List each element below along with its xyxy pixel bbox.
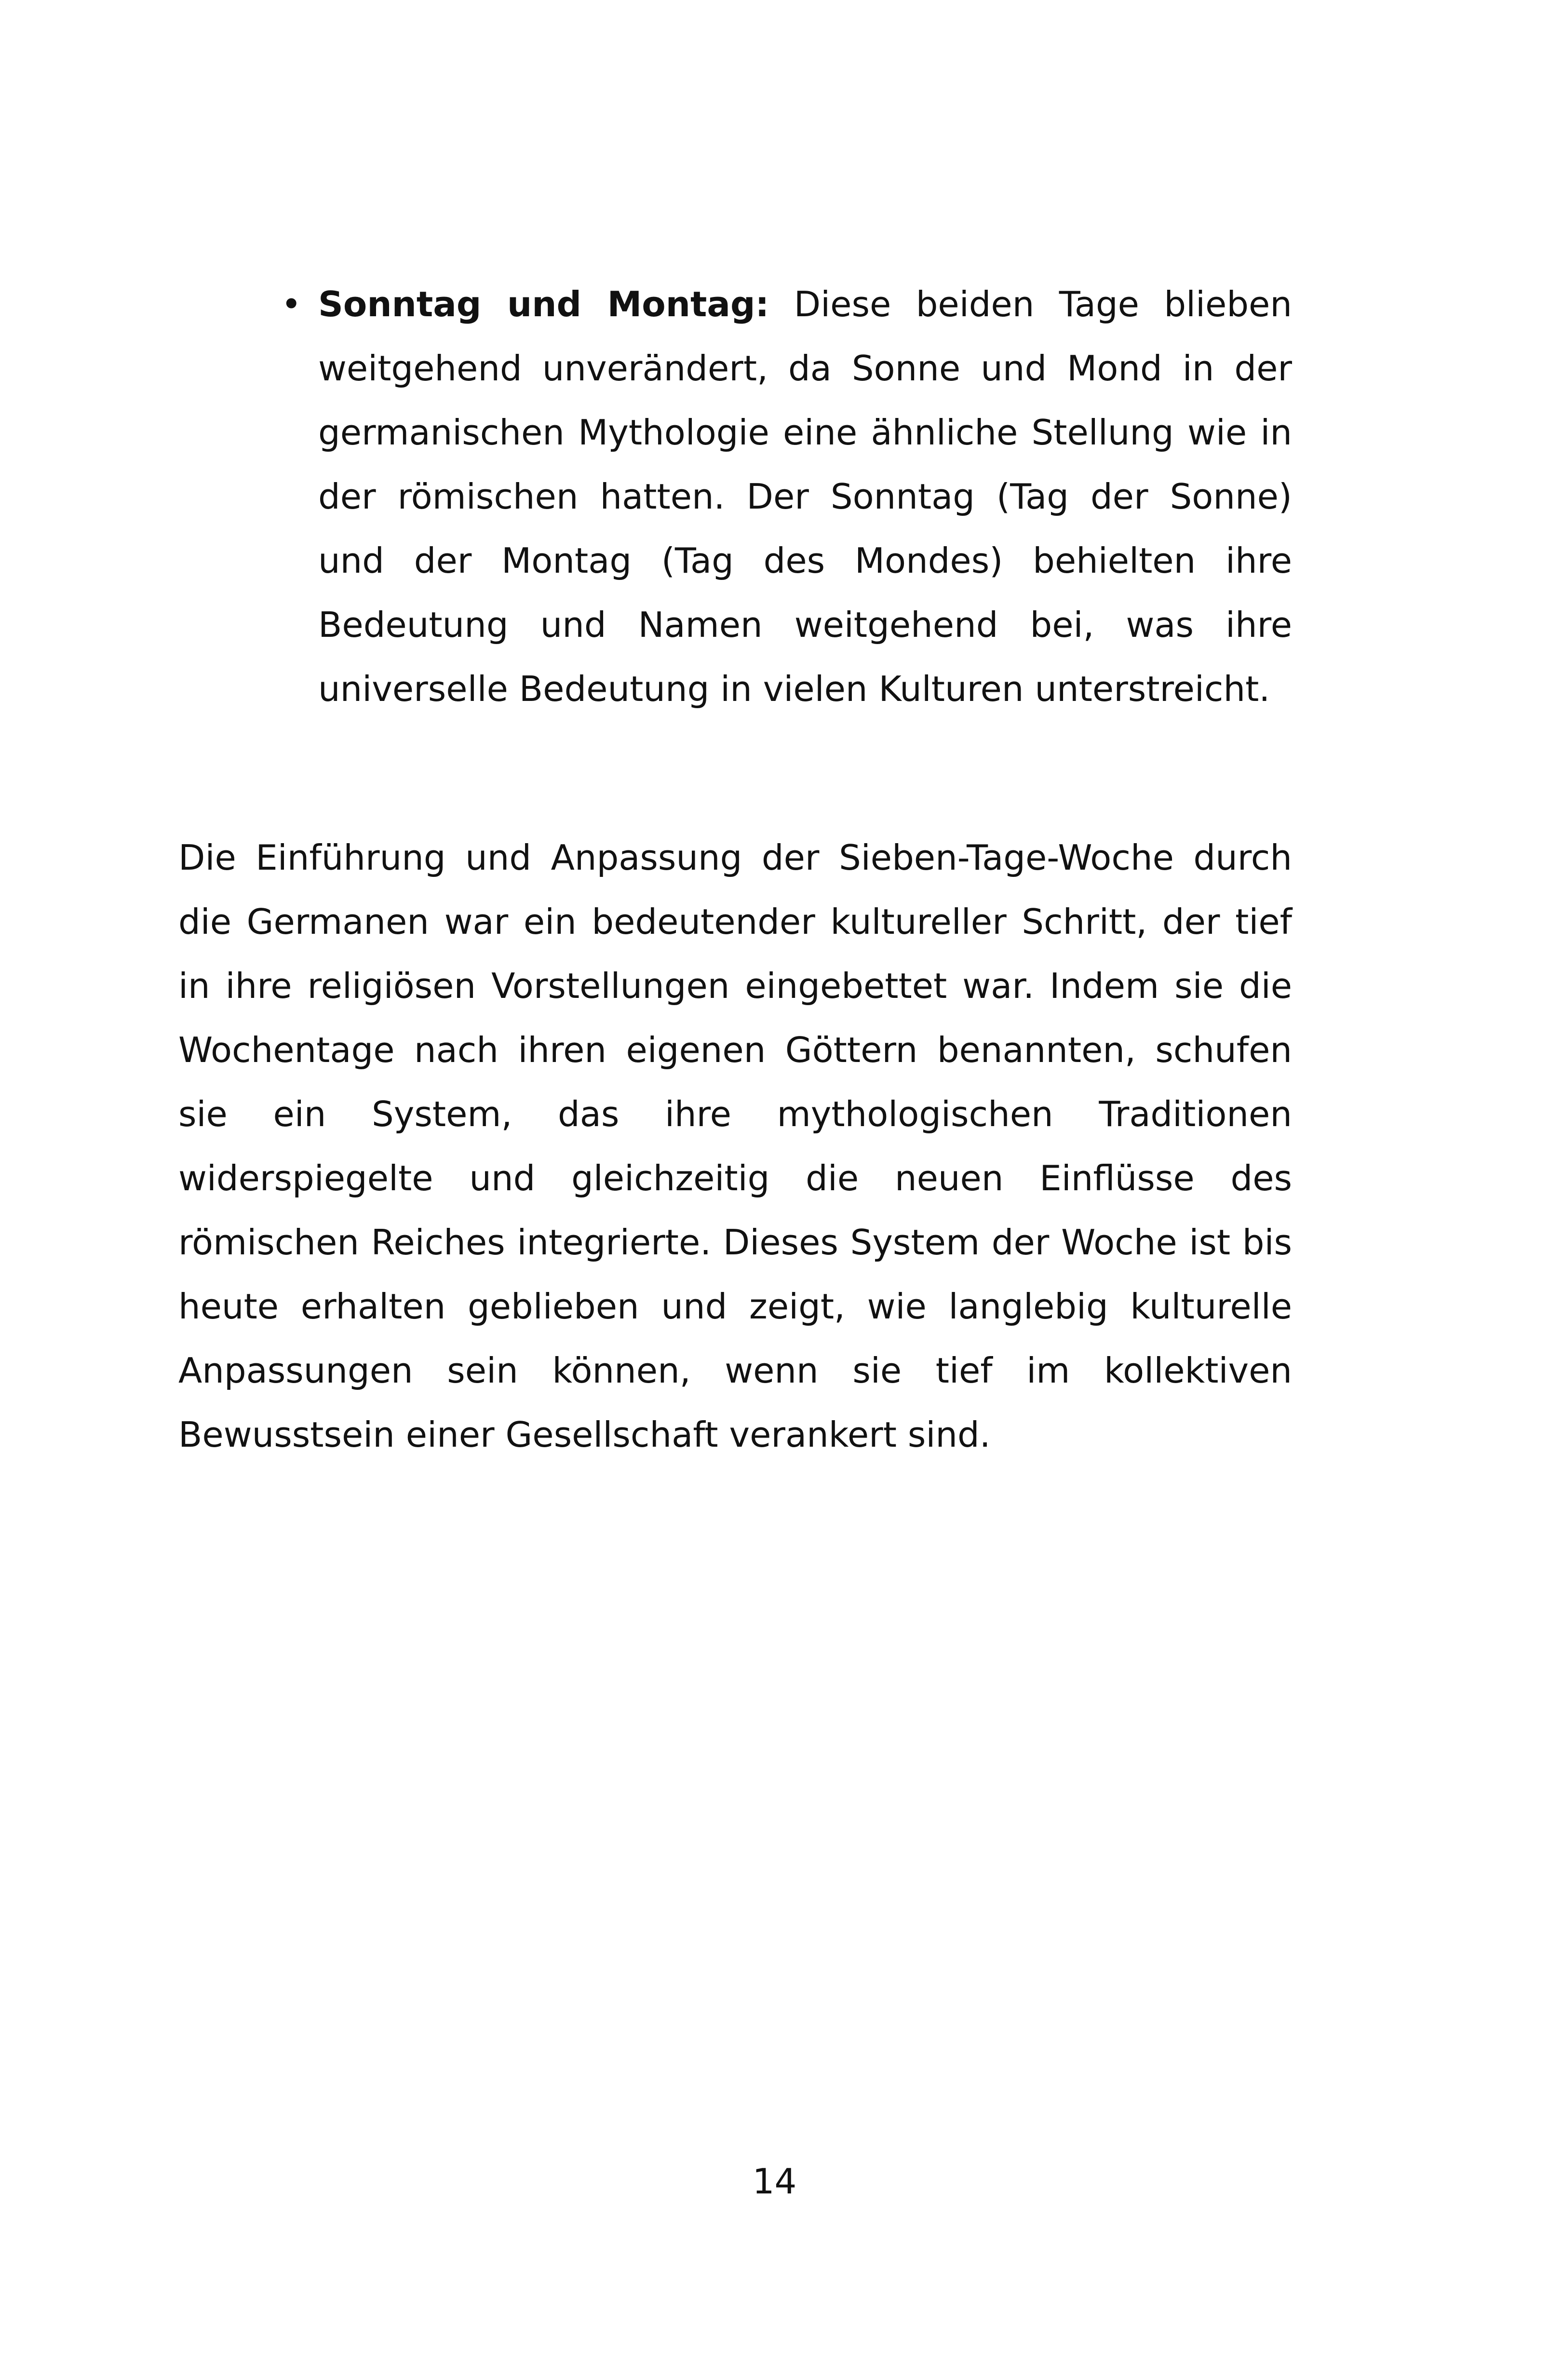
bullet-text: Diese beiden Tage blieben weitgehend unverändert, da Sonne und Mond in der germanischen Mythologie eine ähnliche Stellung wie in der römischen hatten. Der Sonntag (Tag der Sonne) und der Montag (Tag des Mondes) behielten ihre Bedeutung und Namen weitgehend bei, was ihre universelle Bedeutung in vielen Kulturen unterstreicht. xyxy=(318,284,1292,709)
body-paragraph: Die Einführung und Anpassung der Sieben-Tage-Woche durch die Germanen war ein bedeutender kultureller Schritt, der tief in ihre religiösen Vorstellungen eingebettet war. Indem sie die Wochentage nach ihren eigenen Göttern benannten, schufen sie ein System, das ihre mythologischen Traditionen widerspiegelte und gleichzeitig die neuen Einflüsse des römischen Reiches integrierte. Dieses System der Woche ist bis heute erhalten geblieben und zeigt, wie langlebig kulturelle Anpassungen sein können, wenn sie tief im kollektiven Bewusstsein einer Gesellschaft verankert sind. xyxy=(178,837,1292,1455)
page-number: 14 xyxy=(752,2161,797,2202)
bullet-term: Sonntag und Montag: xyxy=(318,284,769,324)
bullet-item-sonntag-montag xyxy=(275,272,1292,721)
bullet-dot-icon: • xyxy=(281,284,302,324)
bullet-list xyxy=(275,272,1292,721)
